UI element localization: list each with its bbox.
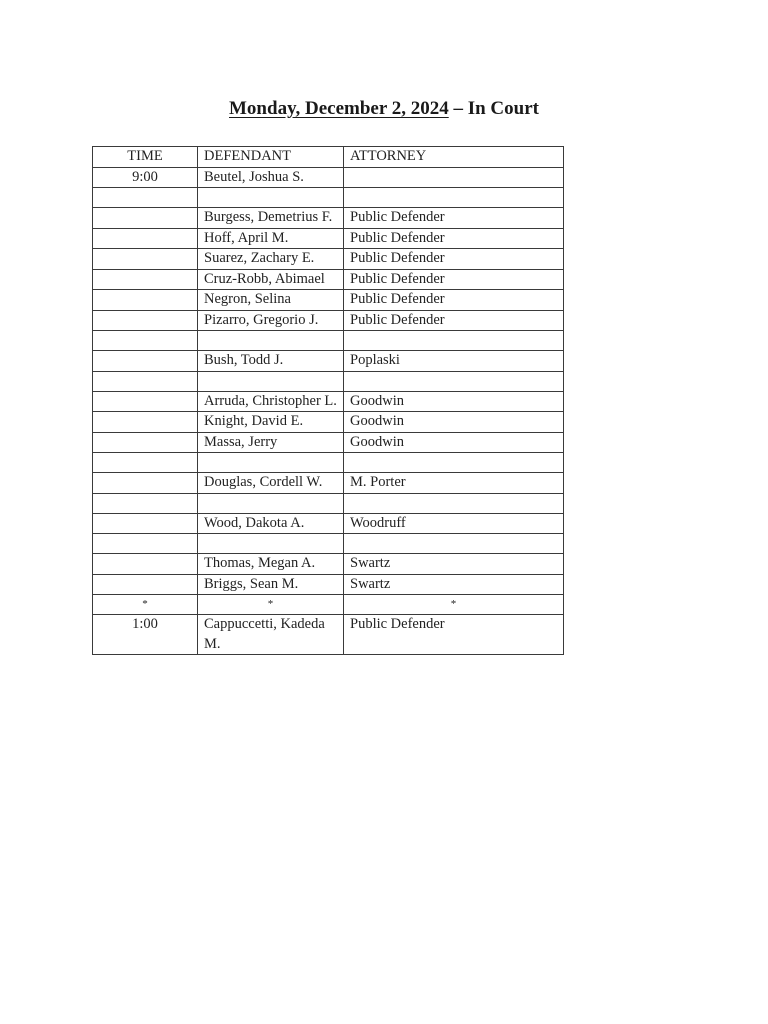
- time-cell: [93, 371, 198, 391]
- attorney-cell: Public Defender: [344, 228, 564, 249]
- attorney-cell: Public Defender: [344, 310, 564, 331]
- time-cell: [93, 412, 198, 433]
- attorney-cell: [344, 331, 564, 351]
- title-date: Monday, December 2, 2024: [229, 98, 449, 119]
- time-cell: *: [93, 595, 198, 615]
- time-cell: [93, 513, 198, 534]
- attorney-cell: Public Defender: [344, 249, 564, 270]
- defendant-cell: Arruda, Christopher L.: [198, 391, 344, 412]
- attorney-cell: Public Defender: [344, 615, 564, 655]
- time-cell: [93, 554, 198, 575]
- attorney-cell: [344, 188, 564, 208]
- attorney-cell: [344, 167, 564, 188]
- table-row: [93, 391, 564, 412]
- attorney-cell: [344, 493, 564, 513]
- docket-table: [92, 146, 564, 655]
- attorney-cell: *: [344, 595, 564, 615]
- time-cell: [93, 249, 198, 270]
- defendant-cell: [198, 188, 344, 208]
- defendant-cell: Beutel, Joshua S.: [198, 167, 344, 188]
- time-cell: [93, 493, 198, 513]
- defendant-cell: Bush, Todd J.: [198, 351, 344, 372]
- time-cell: [93, 290, 198, 311]
- table-body: [93, 167, 564, 655]
- table-row: [93, 188, 564, 208]
- defendant-cell: Pizarro, Gregorio J.: [198, 310, 344, 331]
- defendant-cell: *: [198, 595, 344, 615]
- defendant-cell: Burgess, Demetrius F.: [198, 208, 344, 229]
- defendant-cell: Douglas, Cordell W.: [198, 473, 344, 494]
- table-row: [93, 249, 564, 270]
- defendant-cell: Massa, Jerry: [198, 432, 344, 453]
- table-row: [93, 595, 564, 615]
- title-separator: –: [448, 98, 468, 119]
- defendant-cell: Wood, Dakota A.: [198, 513, 344, 534]
- attorney-cell: Goodwin: [344, 391, 564, 412]
- attorney-cell: Poplaski: [344, 351, 564, 372]
- column-header-attorney: ATTORNEY: [344, 147, 564, 168]
- table-row: [93, 228, 564, 249]
- defendant-cell: Thomas, Megan A.: [198, 554, 344, 575]
- column-header-time: TIME: [93, 147, 198, 168]
- defendant-cell: [198, 371, 344, 391]
- time-cell: [93, 188, 198, 208]
- defendant-cell: Negron, Selina: [198, 290, 344, 311]
- table-row: [93, 473, 564, 494]
- time-cell: [93, 208, 198, 229]
- table-row: [93, 269, 564, 290]
- table-row: [93, 432, 564, 453]
- table-row: [93, 574, 564, 595]
- attorney-cell: Public Defender: [344, 269, 564, 290]
- defendant-cell: Knight, David E.: [198, 412, 344, 433]
- page-title: [0, 98, 768, 120]
- table-row: [93, 513, 564, 534]
- attorney-cell: [344, 453, 564, 473]
- table-row: [93, 412, 564, 433]
- table-row: [93, 453, 564, 473]
- table-row: [93, 615, 564, 655]
- defendant-cell: [198, 493, 344, 513]
- table-row: [93, 351, 564, 372]
- defendant-cell: Cappuccetti, Kadeda M.: [198, 615, 344, 655]
- attorney-cell: M. Porter: [344, 473, 564, 494]
- table-row: [93, 208, 564, 229]
- time-cell: [93, 574, 198, 595]
- time-cell: [93, 310, 198, 331]
- attorney-cell: Goodwin: [344, 412, 564, 433]
- table-row: [93, 493, 564, 513]
- time-cell: [93, 331, 198, 351]
- defendant-cell: [198, 331, 344, 351]
- table-row: [93, 290, 564, 311]
- attorney-cell: Swartz: [344, 574, 564, 595]
- attorney-cell: Goodwin: [344, 432, 564, 453]
- time-cell: [93, 269, 198, 290]
- defendant-cell: [198, 534, 344, 554]
- title-location: In Court: [467, 98, 539, 119]
- time-cell: [93, 432, 198, 453]
- table-row: [93, 534, 564, 554]
- defendant-cell: Cruz-Robb, Abimael: [198, 269, 344, 290]
- table-row: [93, 310, 564, 331]
- time-cell: 9:00: [93, 167, 198, 188]
- defendant-cell: [198, 453, 344, 473]
- table-row: [93, 371, 564, 391]
- time-cell: 1:00: [93, 615, 198, 655]
- time-cell: [93, 351, 198, 372]
- defendant-cell: Briggs, Sean M.: [198, 574, 344, 595]
- attorney-cell: [344, 534, 564, 554]
- attorney-cell: Woodruff: [344, 513, 564, 534]
- time-cell: [93, 453, 198, 473]
- time-cell: [93, 473, 198, 494]
- column-header-defendant: DEFENDANT: [198, 147, 344, 168]
- table-row: [93, 554, 564, 575]
- table-header-row: [93, 147, 564, 168]
- time-cell: [93, 228, 198, 249]
- attorney-cell: [344, 371, 564, 391]
- defendant-cell: Hoff, April M.: [198, 228, 344, 249]
- table-row: [93, 167, 564, 188]
- table-row: [93, 331, 564, 351]
- time-cell: [93, 391, 198, 412]
- time-cell: [93, 534, 198, 554]
- attorney-cell: Public Defender: [344, 290, 564, 311]
- attorney-cell: Public Defender: [344, 208, 564, 229]
- attorney-cell: Swartz: [344, 554, 564, 575]
- defendant-cell: Suarez, Zachary E.: [198, 249, 344, 270]
